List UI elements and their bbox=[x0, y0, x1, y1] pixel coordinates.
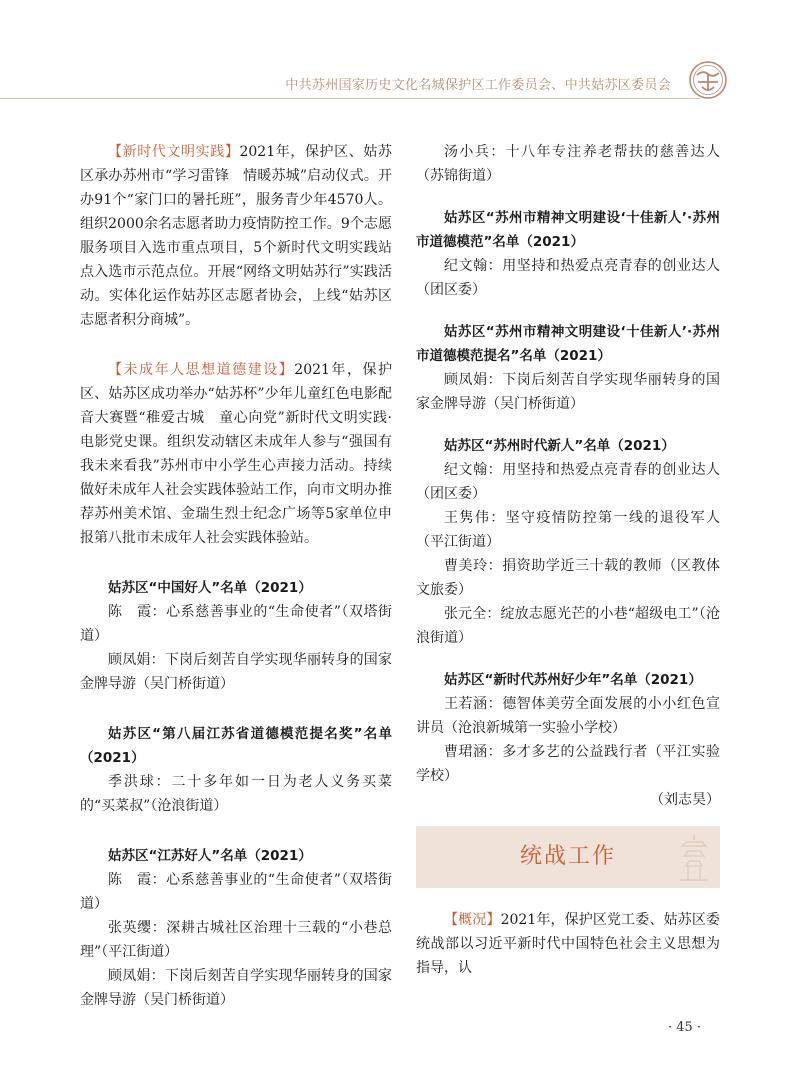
list-item: 纪文翰：用坚持和热爱点亮青春的创业达人（团区委） bbox=[416, 258, 720, 298]
banner-title: 统战工作 bbox=[519, 844, 616, 869]
list-title-suzhou-era-new-people: 姑苏区“苏州时代新人”名单（2021） bbox=[444, 438, 675, 454]
paragraph-minors-moral-education bbox=[80, 358, 392, 550]
header-rule bbox=[0, 98, 700, 99]
list-item: 陈 霞：心系慈善事业的“生命使者”（双塔街道） bbox=[80, 604, 392, 644]
list-title-jiangsu-moral-model: 姑苏区“第八届江苏省道德模范提名奖”名单（2021） bbox=[80, 726, 392, 766]
list-title-suzhou-moral-model-nominees: 姑苏区“苏州市精神文明建设‘十佳新人’·苏州市道德模范提名”名单（2021） bbox=[416, 324, 720, 364]
list-title-good-youth: 姑苏区“新时代苏州好少年”名单（2021） bbox=[444, 672, 702, 688]
paragraph-text: 2021年，保护区、姑苏区成功举办“姑苏杯”少年儿童红色电影配音大赛暨“稚爱古城 童心向党”新时代文明实践·电影党史课。组织发动辖区未成年人参与“强国有我未来看我”苏州市中小学生心声接力活动。持续做好未成年人社会实践体验站工作，向市文明办推荐苏州美术馆、金瑞生烈士纪念广场等5家单位申报第八批市未成年人社会实践体验站。 bbox=[80, 362, 392, 546]
page-number: · 45 · bbox=[668, 1020, 702, 1035]
section-banner bbox=[416, 826, 720, 888]
paragraph-text: 2021年，保护区、姑苏区承办苏州市“学习雷锋 情暖苏城”启动仪式。开办91个“家门口的暑托班”，服务青少年4570人。组织2000余名志愿者助力疫情防控工作。9个志愿服务项目入选市重点项目，5个新时代文明实践站点入选市示范点位。开展“网络文明姑苏行”实践活动。实体化运作姑苏区志愿者协会，上线“姑苏区志愿者积分商城”。 bbox=[80, 144, 392, 328]
gusu-logo-icon bbox=[688, 60, 728, 100]
list-title-suzhou-ten-new-people: 姑苏区“苏州市精神文明建设‘十佳新人’·苏州市道德模范”名单（2021） bbox=[416, 210, 720, 250]
list-item: 汤小兵：十八年专注养老帮扶的慈善达人（苏锦街道） bbox=[416, 144, 720, 184]
list-item: 季洪球：二十多年如一日为老人义务买菜的“买菜叔”（沧浪街道） bbox=[80, 774, 392, 814]
section-tag: 【概况】 bbox=[444, 912, 501, 928]
list-item: 顾凤娟：下岗后刻苦自学实现华丽转身的国家金牌导游（吴门桥街道） bbox=[416, 372, 720, 412]
list-item: 纪文翰：用坚持和热爱点亮青春的创业达人（团区委） bbox=[416, 462, 720, 502]
list-title-china-good-people: 姑苏区“中国好人”名单（2021） bbox=[108, 580, 312, 596]
list-item: 张元全：绽放志愿光芒的小巷“超级电工”（沧浪街道） bbox=[416, 606, 720, 646]
list-item: 王隽伟：坚守疫情防控第一线的退役军人（平江街道） bbox=[416, 510, 720, 550]
header-title: 中共苏州国家历史文化名城保护区工作委员会、中共姑苏区委员会 bbox=[285, 78, 671, 93]
left-column bbox=[80, 140, 392, 1012]
list-item: 顾凤娟：下岗后刻苦自学实现华丽转身的国家金牌导游（吴门桥街道） bbox=[80, 968, 392, 1008]
list-item: 王若涵：德智体美劳全面发展的小小红色宣讲员（沧浪新城第一实验小学校） bbox=[416, 696, 720, 736]
paragraph-overview bbox=[416, 908, 720, 980]
pagoda-ornament-icon bbox=[674, 832, 714, 882]
list-item: 顾凤娟：下岗后刻苦自学实现华丽转身的国家金牌导游（吴门桥街道） bbox=[80, 652, 392, 692]
section-tag: 【新时代文明实践】 bbox=[108, 144, 240, 160]
list-item: 张英缨：深耕古城社区治理十三载的“小巷总理”（平江街道） bbox=[80, 920, 392, 960]
list-item: 陈 霞：心系慈善事业的“生命使者”（双塔街道） bbox=[80, 872, 392, 912]
author-signature: （刘志昊） bbox=[650, 792, 720, 808]
list-item: 曹美玲：捐资助学近三十载的教师（区教体文旅委） bbox=[416, 558, 720, 598]
paragraph-text: 2021年，保护区党工委、姑苏区委统战部以习近平新时代中国特色社会主义思想为指导，认 bbox=[416, 912, 720, 976]
right-column bbox=[416, 140, 720, 980]
page-header bbox=[0, 0, 793, 108]
section-tag: 【未成年人思想道德建设】 bbox=[108, 362, 295, 378]
list-title-jiangsu-good-people: 姑苏区“江苏好人”名单（2021） bbox=[108, 848, 312, 864]
paragraph-new-era-civilization bbox=[80, 140, 392, 332]
list-item: 曹珺涵：多才多艺的公益践行者（平江实验学校） bbox=[416, 744, 720, 784]
